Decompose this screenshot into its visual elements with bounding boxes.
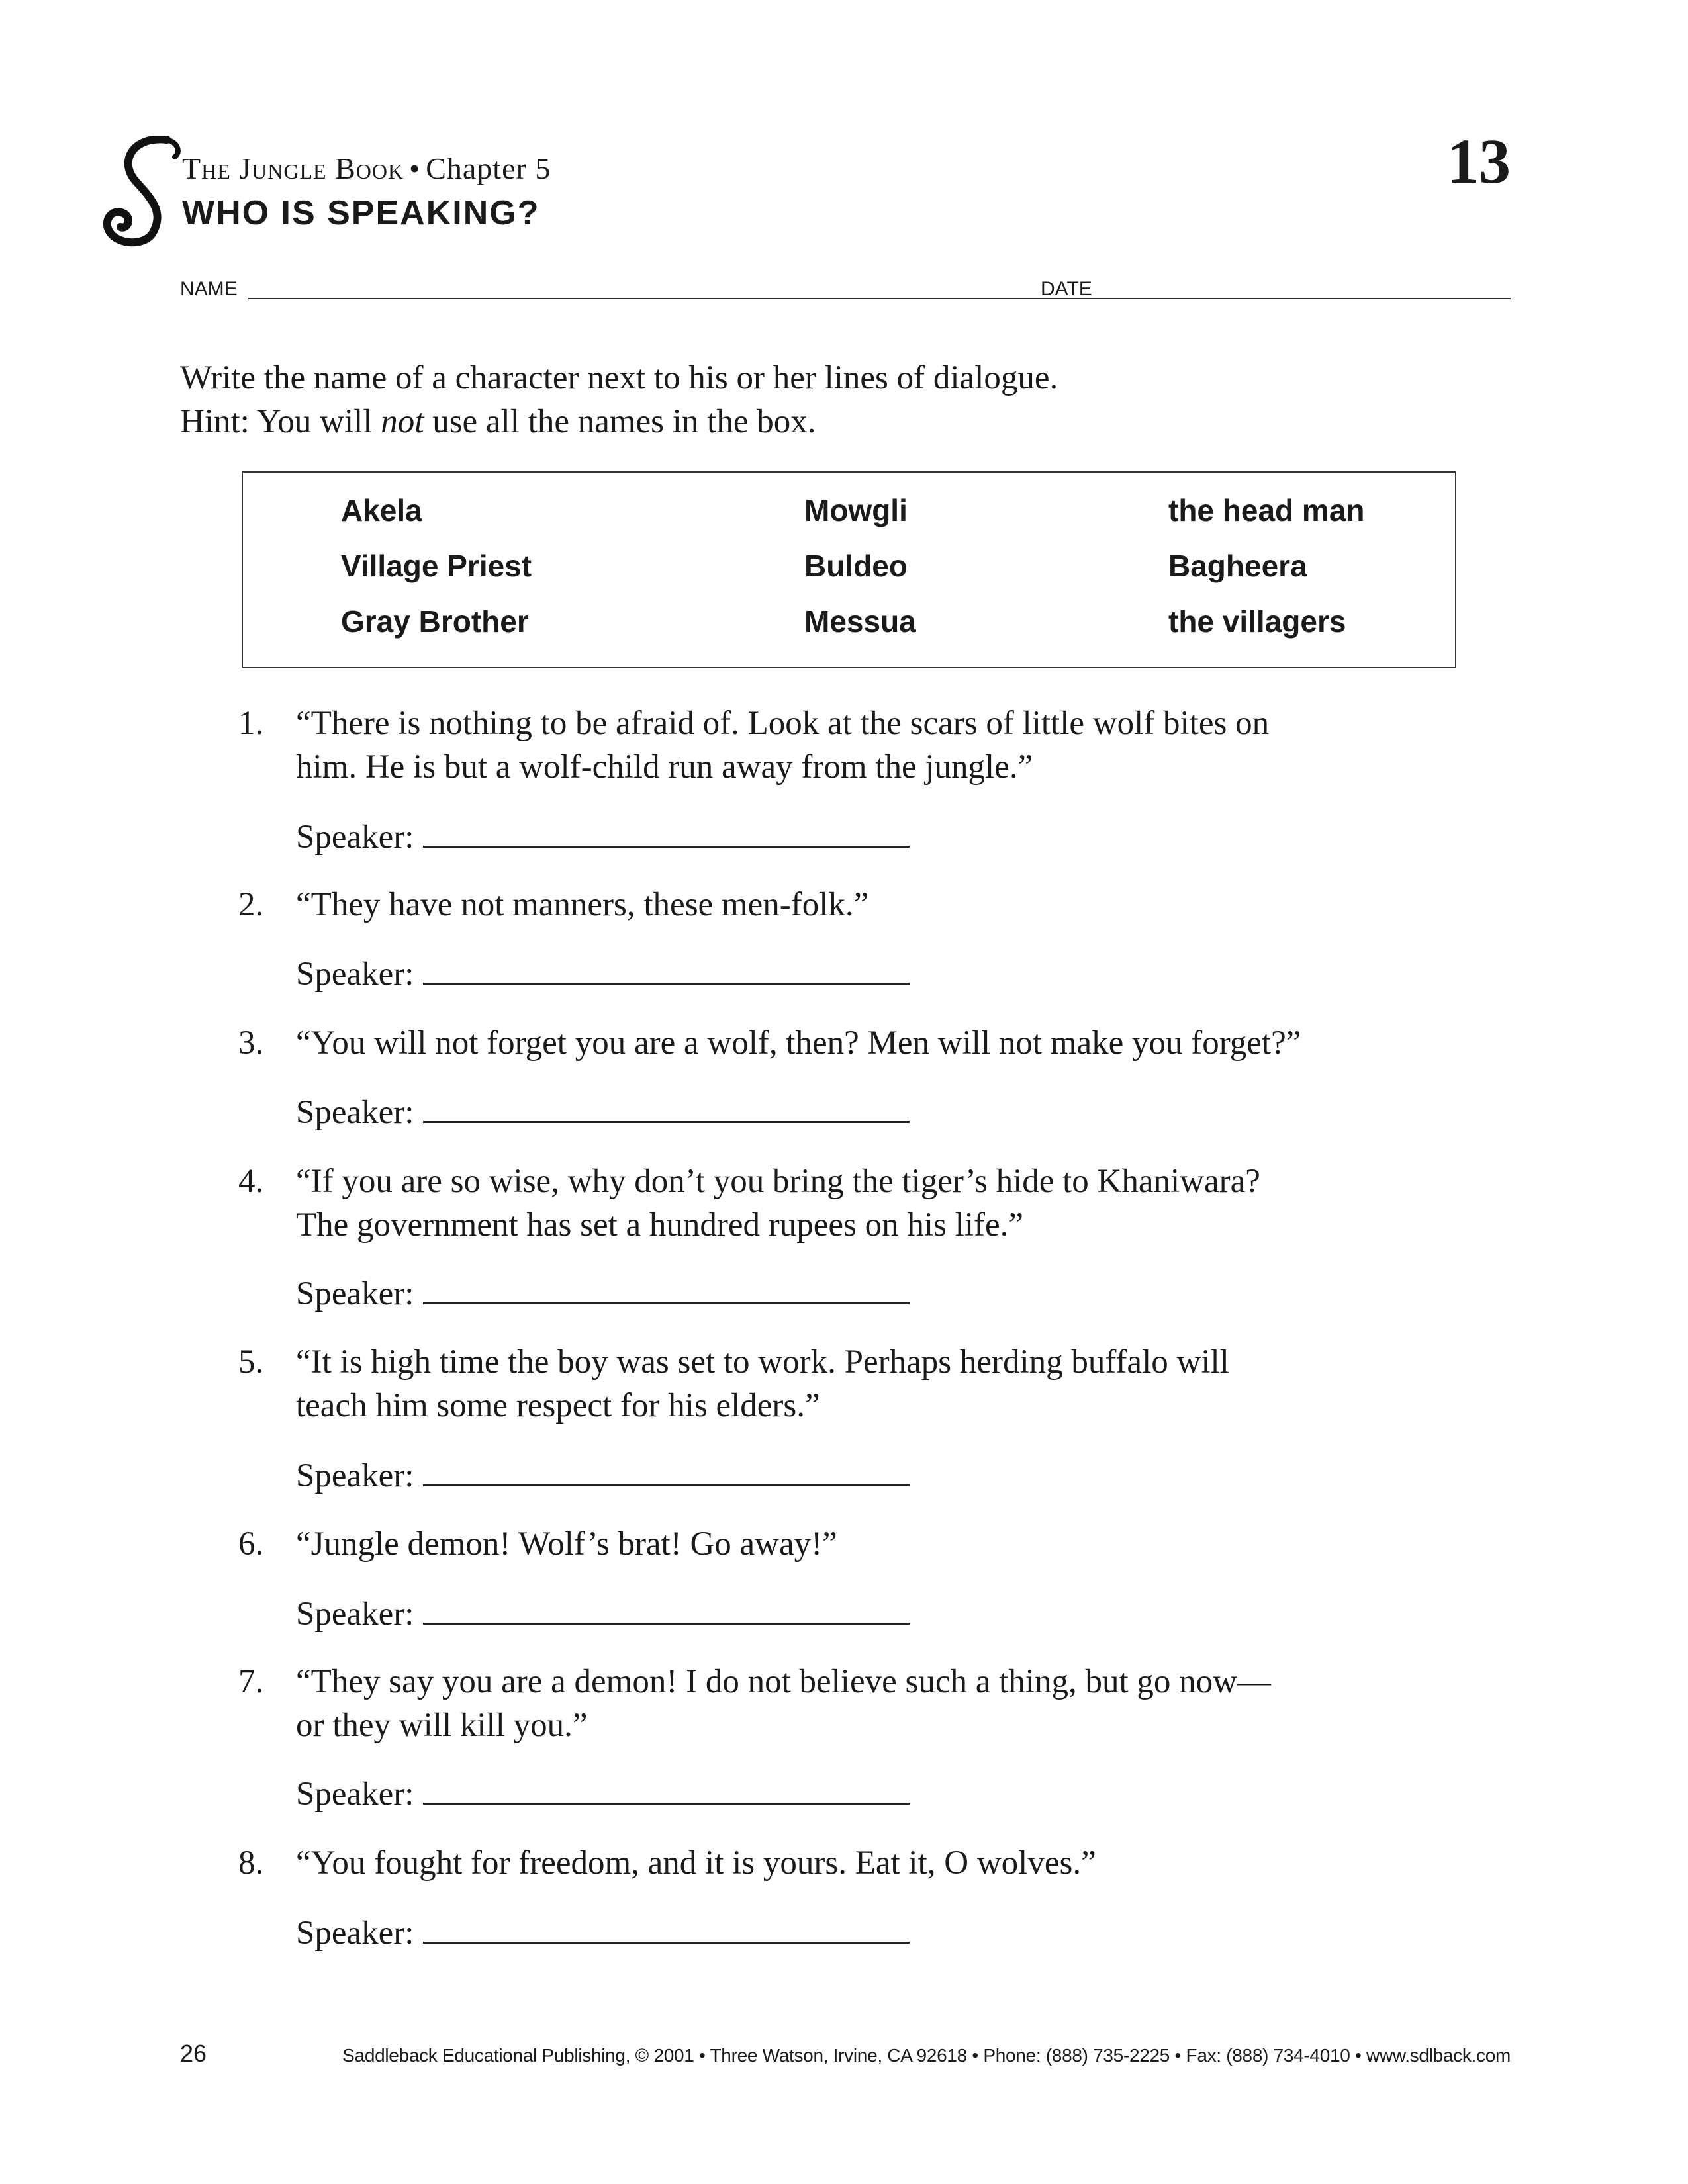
speaker-label: Speaker: <box>296 1596 414 1633</box>
name-field[interactable] <box>248 298 1170 299</box>
character-name: Gray Brother <box>341 604 529 639</box>
question-text: “Jungle demon! Wolf’s brat! Go away!” <box>296 1525 837 1563</box>
speaker-answer <box>296 1591 910 1636</box>
instructions-line: Write the name of a character next to his or her lines of dialogue. <box>180 359 1058 396</box>
speaker-label: Speaker: <box>296 1915 414 1952</box>
hint-emphasis: not <box>381 403 424 440</box>
date-label: DATE <box>1041 278 1092 300</box>
character-name: Mowgli <box>804 493 908 527</box>
speaker-label: Speaker: <box>296 956 414 993</box>
book-title: The Jungle Book <box>182 152 404 185</box>
question-number: 5. <box>238 1343 264 1381</box>
question-text: “They have not manners, these men-folk.” <box>296 886 869 923</box>
footer-publisher-credit: Saddleback Educational Publishing, © 2001 • Three Watson, Irvine, CA 92618 • Phone: (888) 735-2225 • Fax: (888) 734-4010 • www.sdlback.com <box>342 2045 1511 2066</box>
speaker-answer <box>296 1910 910 1955</box>
question-text: “It is high time the boy was set to work. Perhaps herding buffalo will teach him some respect for his elders.” <box>296 1343 1229 1424</box>
speaker-label: Speaker: <box>296 1094 414 1131</box>
publisher-logo-icon <box>93 136 192 248</box>
character-name: Akela <box>341 493 422 527</box>
date-field[interactable] <box>1098 298 1511 299</box>
character-name: the head man <box>1168 493 1365 527</box>
book-chapter-heading <box>182 151 551 186</box>
character-name: Village Priest <box>341 549 532 583</box>
speaker-blank[interactable] <box>423 1591 910 1625</box>
speaker-answer <box>296 1089 910 1134</box>
question-number: 2. <box>238 886 264 923</box>
heading-bullet: • <box>409 152 421 185</box>
speaker-label: Speaker: <box>296 819 414 856</box>
question-number: 7. <box>238 1663 264 1700</box>
question-text: “They say you are a demon! I do not believe such a thing, but go now— or they will kill you.” <box>296 1663 1271 1744</box>
speaker-label: Speaker: <box>296 1457 414 1494</box>
activity-number: 13 <box>1447 126 1511 197</box>
speaker-answer <box>296 951 910 996</box>
question-number: 4. <box>238 1163 264 1200</box>
character-name: Bagheera <box>1168 549 1307 583</box>
speaker-blank[interactable] <box>423 814 910 848</box>
speaker-label: Speaker: <box>296 1275 414 1312</box>
speaker-blank[interactable] <box>423 1771 910 1805</box>
footer-page-number: 26 <box>180 2040 207 2067</box>
speaker-blank[interactable] <box>423 1089 910 1123</box>
question-number: 3. <box>238 1024 264 1062</box>
speaker-answer <box>296 1453 910 1498</box>
speaker-label: Speaker: <box>296 1776 414 1813</box>
question-text: “You fought for freedom, and it is yours. Eat it, O wolves.” <box>296 1844 1096 1882</box>
page-title: WHO IS SPEAKING? <box>182 194 540 232</box>
speaker-answer <box>296 814 910 859</box>
character-name: the villagers <box>1168 604 1346 639</box>
hint-line: Hint: You will not use all the names in the box. <box>180 403 816 440</box>
name-label: NAME <box>180 278 238 300</box>
question-number: 1. <box>238 705 264 742</box>
character-name: Buldeo <box>804 549 908 583</box>
question-text: “If you are so wise, why don’t you bring the tiger’s hide to Khaniwara? The government has set a hundred rupees on his life.” <box>296 1163 1260 1244</box>
question-text: “You will not forget you are a wolf, then? Men will not make you forget?” <box>296 1024 1301 1062</box>
speaker-blank[interactable] <box>423 1910 910 1944</box>
speaker-answer <box>296 1771 910 1816</box>
speaker-blank[interactable] <box>423 1453 910 1486</box>
speaker-blank[interactable] <box>423 1271 910 1304</box>
speaker-answer <box>296 1271 910 1316</box>
question-number: 8. <box>238 1844 264 1882</box>
character-names-box <box>242 471 1456 668</box>
chapter-label: Chapter 5 <box>426 152 551 185</box>
character-name: Messua <box>804 604 916 639</box>
instructions <box>180 356 1438 443</box>
speaker-blank[interactable] <box>423 951 910 985</box>
question-number: 6. <box>238 1525 264 1563</box>
question-text: “There is nothing to be afraid of. Look at the scars of little wolf bites on him. He is but a wolf-child run away from the jungle.” <box>296 705 1270 786</box>
name-date-row <box>180 277 1511 303</box>
